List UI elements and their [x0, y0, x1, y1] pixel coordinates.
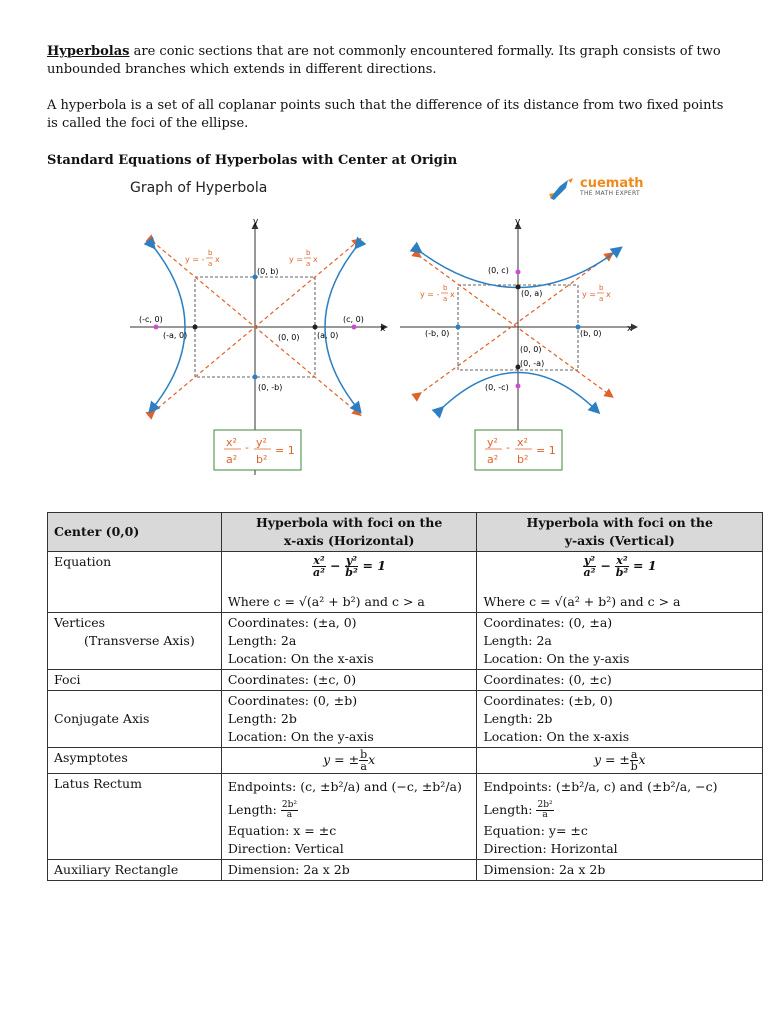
label-origin: (0, 0) — [278, 333, 300, 342]
vertical-hyperbola-graph — [400, 210, 670, 480]
label-0-b: (0, b) — [257, 267, 279, 276]
table-row — [48, 552, 763, 613]
horizontal-hyperbola-graph — [130, 210, 400, 480]
label-0-minus-a: (0, -a) — [520, 359, 545, 368]
svg-text:b: b — [443, 284, 448, 292]
header-vertical: Hyperbola with foci on the y-axis (Vertical) — [477, 513, 763, 552]
table-row — [48, 774, 763, 860]
vertex-top — [516, 285, 521, 290]
label-origin: (0, 0) — [520, 345, 542, 354]
x-axis-label: x — [380, 324, 386, 334]
label-c-0: (c, 0) — [343, 315, 364, 324]
logo-name: cuemath — [580, 176, 644, 191]
label-0-minus-c: (0, -c) — [485, 383, 509, 392]
svg-text:y = -: y = - — [420, 290, 440, 299]
row-label-foci: Foci — [48, 670, 222, 691]
svg-text:y²: y² — [487, 436, 498, 449]
svg-text:x: x — [450, 290, 455, 299]
asymptote-label-negative — [420, 284, 455, 303]
label-b-0: (b, 0) — [580, 329, 602, 338]
x-axis-label: x — [627, 324, 633, 334]
svg-text:a²: a² — [226, 453, 238, 466]
svg-text:y =: y = — [289, 255, 303, 264]
vertex-right — [313, 325, 318, 330]
label-minus-c-0: (-c, 0) — [139, 315, 163, 324]
svg-text:y =: y = — [582, 290, 596, 299]
co-vertex-bottom — [253, 375, 258, 380]
cuemath-logo — [546, 176, 644, 202]
logo-tagline: THE MATH EXPERT — [580, 190, 640, 197]
asymptotes-horizontal: y = ± $\frac{b}{a}$ x — [221, 748, 477, 774]
vertices-vertical: Coordinates: (0, ±a) Length: 2a Location: On the y-axis — [477, 613, 763, 670]
vertices-horizontal: Coordinates: (±a, 0) Length: 2a Location: On the x-axis — [221, 613, 477, 670]
table-header-row — [48, 513, 763, 552]
header-horizontal: Hyperbola with foci on the x-axis (Horizontal) — [221, 513, 477, 552]
svg-text:-: - — [506, 441, 510, 454]
graph-title: Graph of Hyperbola — [130, 180, 268, 196]
svg-text:-: - — [245, 441, 249, 454]
svg-text:x²: x² — [226, 436, 237, 449]
label-0-a: (0, a) — [521, 289, 543, 298]
table-row — [48, 613, 763, 670]
svg-text:a: a — [306, 260, 311, 268]
vertical-equation-box — [475, 430, 562, 470]
horizontal-equation-box — [214, 430, 301, 470]
focus-left — [154, 325, 159, 330]
label-minus-a-0: (-a, 0) — [163, 331, 188, 340]
row-label-latus-rectum: Latus Rectum — [48, 774, 222, 860]
table-row — [48, 691, 763, 748]
asymptotes-vertical: y = ± $\frac{a}{b}$ x — [477, 748, 763, 774]
table-row — [48, 860, 763, 881]
row-label-conjugate-axis: Conjugate Axis — [48, 691, 222, 748]
svg-text:a: a — [443, 295, 448, 303]
row-label-equation: Equation — [48, 552, 222, 613]
svg-text:= 1: = 1 — [275, 444, 295, 457]
row-label-vertices: Vertices (Transverse Axis) — [48, 613, 222, 670]
hyperbola-properties-table — [47, 512, 763, 881]
latus-horizontal: Endpoints: (c, ±b²/a) and (−c, ±b²/a) Length: $\frac{\text{2b²}}{a}$ Equation: x = ±c Direction: Vertical — [221, 774, 477, 860]
row-label-auxiliary-rectangle: Auxiliary Rectangle — [48, 860, 222, 881]
svg-text:a: a — [208, 260, 213, 268]
section-heading: Standard Equations of Hyperbolas with Center at Origin — [47, 153, 458, 168]
focus-top — [516, 270, 521, 275]
svg-text:= 1: = 1 — [536, 444, 556, 457]
y-axis-label: y — [515, 217, 521, 227]
auxiliary-vertical: Dimension: 2a x 2b — [477, 860, 763, 881]
co-vertex-left — [456, 325, 461, 330]
svg-text:x: x — [313, 255, 318, 264]
latus-vertical: Endpoints: (±b²/a, c) and (±b²/a, −c) Length: $\frac{\text{2b²}}{a}$ Equation: y= ±c Direction: Horizontal — [477, 774, 763, 860]
svg-text:y²: y² — [256, 436, 267, 449]
svg-text:b²: b² — [256, 453, 268, 466]
intro-paragraph — [47, 43, 727, 79]
asymptote-label-negative — [185, 249, 220, 268]
svg-text:a²: a² — [487, 453, 499, 466]
foci-vertical: Coordinates: (0, ±c) — [477, 670, 763, 691]
definition-paragraph: A hyperbola is a set of all coplanar points such that the difference of its distance from two fixed points is called the foci of the ellipse. — [47, 98, 724, 131]
equation-horizontal: $\frac{\text{x²}}{\text{a²}}$ − $\frac{\text{y²}}{\text{b²}}$ = 1 Where c = √(a² + b²) and c > a — [221, 552, 477, 613]
auxiliary-horizontal: Dimension: 2a x 2b — [221, 860, 477, 881]
label-minus-b-0: (-b, 0) — [425, 329, 450, 338]
intro-text: are conic sections that are not commonly encountered formally. Its graph consists of two unbounded branches which extends in different directions. — [47, 44, 721, 77]
term-hyperbolas: Hyperbolas — [47, 44, 130, 59]
row-label-asymptotes: Asymptotes — [48, 748, 222, 774]
header-center: Center (0,0) — [48, 513, 222, 552]
svg-text:y = -: y = - — [185, 255, 205, 264]
svg-text:b: b — [599, 284, 604, 292]
svg-text:x²: x² — [517, 436, 528, 449]
label-0-c: (0, c) — [488, 266, 509, 275]
label-a-0: (a, 0) — [317, 331, 339, 340]
conjugate-vertical: Coordinates: (±b, 0) Length: 2b Location: On the x-axis — [477, 691, 763, 748]
asymptote-label-positive — [582, 284, 611, 303]
y-axis-label: y — [253, 217, 259, 227]
label-0-minus-b: (0, -b) — [258, 383, 283, 392]
equation-vertical: $\frac{\text{y²}}{\text{a²}}$ − $\frac{\text{x²}}{\text{b²}}$ = 1 Where c = √(a² + b²) and c > a — [477, 552, 763, 613]
conjugate-horizontal: Coordinates: (0, ±b) Length: 2b Location: On the y-axis — [221, 691, 477, 748]
table-row — [48, 670, 763, 691]
focus-right — [352, 325, 357, 330]
focus-bottom — [516, 384, 521, 389]
foci-horizontal: Coordinates: (±c, 0) — [221, 670, 477, 691]
svg-text:b: b — [306, 249, 311, 257]
svg-text:a: a — [599, 295, 604, 303]
svg-text:x: x — [215, 255, 220, 264]
vertex-left — [193, 325, 198, 330]
asymptote-label-positive — [289, 249, 318, 268]
svg-text:b²: b² — [517, 453, 529, 466]
table-row — [48, 748, 763, 774]
svg-text:x: x — [606, 290, 611, 299]
rocket-icon — [546, 176, 576, 202]
svg-text:b: b — [208, 249, 213, 257]
